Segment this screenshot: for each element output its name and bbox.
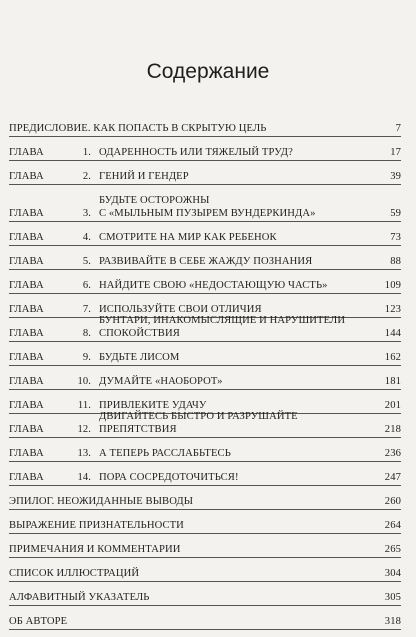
chapter-page-number: 236 [384, 448, 401, 459]
chapter-title-line: А ТЕПЕРЬ РАССЛАБЬТЕСЬ [99, 448, 231, 459]
chapter-page-number: 88 [390, 256, 401, 267]
toc-chapter-row [9, 144, 401, 161]
chapter-label: ГЛАВА [9, 147, 44, 158]
chapter-title [95, 170, 365, 183]
chapter-title [95, 410, 365, 436]
chapter-title [95, 447, 365, 460]
chapter-label: ГЛАВА [9, 256, 44, 267]
chapter-number: 9. [82, 352, 91, 363]
chapter-title-line: ПОРА СОСРЕДОТОЧИТЬСЯ! [99, 472, 239, 483]
chapter-number: 7. [82, 304, 91, 315]
back-matter-page-number: 318 [384, 616, 401, 627]
chapter-number: 8. [82, 328, 91, 339]
chapter-label: ГЛАВА [9, 304, 44, 315]
toc-back-matter-row [9, 493, 401, 510]
chapter-title [95, 194, 365, 220]
chapter-title-line: ОДАРЕННОСТЬ ИЛИ ТЯЖЕЛЫЙ ТРУД? [99, 147, 293, 158]
toc-chapter-row [9, 349, 401, 366]
chapter-label: ГЛАВА [9, 424, 44, 435]
chapter-number: 4. [82, 232, 91, 243]
chapter-page-number: 123 [384, 304, 401, 315]
chapter-page-number: 247 [384, 472, 401, 483]
chapter-page-number: 162 [384, 352, 401, 363]
toc-preface [9, 120, 401, 137]
toc-chapter-row [9, 253, 401, 270]
chapter-title [95, 146, 365, 159]
chapter-page-number: 39 [390, 171, 401, 182]
toc-chapter-row [9, 192, 401, 222]
chapter-label: ГЛАВА [9, 232, 44, 243]
back-matter-page-number: 264 [384, 520, 401, 531]
chapter-page-number: 201 [384, 400, 401, 411]
chapter-page-number: 17 [390, 147, 401, 158]
chapter-number: 12. [77, 424, 91, 435]
chapter-page-number: 218 [384, 424, 401, 435]
chapter-title-line: БУДЬТЕ ЛИСОМ [99, 352, 180, 363]
toc-back-matter-row [9, 541, 401, 558]
chapter-label: ГЛАВА [9, 448, 44, 459]
toc-back-matter-row [9, 589, 401, 606]
chapter-number: 3. [82, 208, 91, 219]
chapter-label: ГЛАВА [9, 352, 44, 363]
back-matter-title: СПИСОК ИЛЛЮСТРАЦИЙ [9, 568, 140, 579]
chapter-title-line: БУДЬТЕ ОСТОРОЖНЫ [99, 195, 210, 206]
back-matter-page-number: 304 [384, 568, 401, 579]
table-of-contents [9, 120, 401, 637]
chapter-title-line: СМОТРИТЕ НА МИР КАК РЕБЕНОК [99, 232, 277, 243]
chapter-title [95, 231, 365, 244]
chapter-number: 13. [77, 448, 91, 459]
chapter-label: ГЛАВА [9, 472, 44, 483]
chapter-title [95, 255, 365, 268]
chapter-label: ГЛАВА [9, 400, 44, 411]
chapter-title [95, 279, 365, 292]
chapter-label: ГЛАВА [9, 171, 44, 182]
chapter-label: ГЛАВА [9, 280, 44, 291]
toc-chapter-row [9, 315, 401, 342]
chapter-number: 14. [77, 472, 91, 483]
back-matter-page-number: 305 [384, 592, 401, 603]
chapter-title-line: С «МЫЛЬНЫМ ПУЗЫРЕМ ВУНДЕРКИНДА» [99, 208, 316, 219]
chapter-page-number: 73 [390, 232, 401, 243]
toc-chapter-row [9, 168, 401, 185]
toc-chapter-row [9, 469, 401, 486]
toc-back-matter-row [9, 565, 401, 582]
chapter-page-number: 181 [384, 376, 401, 387]
chapter-number: 10. [77, 376, 91, 387]
back-matter-title: ОБ АВТОРЕ [9, 616, 68, 627]
chapter-number: 11. [77, 400, 91, 411]
back-matter-title: ЭПИЛОГ. НЕОЖИДАННЫЕ ВЫВОДЫ [9, 496, 194, 507]
chapter-label: ГЛАВА [9, 208, 44, 219]
toc-back-matter-row [9, 517, 401, 534]
chapter-title-line: ГЕНИЙ И ГЕНДЕР [99, 171, 189, 182]
chapter-page-number: 59 [390, 208, 401, 219]
toc-chapter-row [9, 373, 401, 390]
back-matter-title: АЛФАВИТНЫЙ УКАЗАТЕЛЬ [9, 592, 150, 603]
chapter-title [95, 471, 365, 484]
back-matter-page-number: 265 [384, 544, 401, 555]
toc-preface-page: 7 [395, 123, 401, 134]
chapter-title-line: БУНТАРИ, ИНАКОМЫСЛЯЩИЕ И НАРУШИТЕЛИ СПОКОЙСТВИЯ [99, 315, 346, 339]
page-title: Содержание [146, 60, 270, 83]
chapter-title-line: РАЗВИВАЙТЕ В СЕБЕ ЖАЖДУ ПОЗНАНИЯ [99, 256, 313, 267]
chapter-title-line: ДВИГАЙТЕСЬ БЫСТРО И РАЗРУШАЙТЕ ПРЕПЯТСТВИЯ [99, 411, 298, 435]
back-matter-title: ПРИМЕЧАНИЯ И КОММЕНТАРИИ [9, 544, 181, 555]
chapter-number: 5. [82, 256, 91, 267]
chapter-title [95, 375, 365, 388]
toc-chapter-row [9, 411, 401, 438]
chapter-number: 6. [82, 280, 91, 291]
toc-chapter-row [9, 229, 401, 246]
back-matter-page-number: 260 [384, 496, 401, 507]
toc-chapter-row [9, 445, 401, 462]
chapter-title [95, 314, 365, 340]
chapter-number: 1. [82, 147, 91, 158]
back-matter-title: ВЫРАЖЕНИЕ ПРИЗНАТЕЛЬНОСТИ [9, 520, 184, 531]
toc-back-matter-row [9, 613, 401, 630]
chapter-label: ГЛАВА [9, 376, 44, 387]
chapter-title-line: ИСПОЛЬЗУЙТЕ СВОИ ОТЛИЧИЯ [99, 304, 262, 315]
chapter-title-line: ДУМАЙТЕ «НАОБОРОТ» [99, 376, 223, 387]
chapter-title [95, 351, 365, 364]
chapter-title-line: ПРИВЛЕКИТЕ УДАЧУ [99, 400, 207, 411]
chapter-title-line: НАЙДИТЕ СВОЮ «НЕДОСТАЮЩУЮ ЧАСТЬ» [99, 280, 328, 291]
toc-chapter-row [9, 277, 401, 294]
chapter-number: 2. [82, 171, 91, 182]
toc-preface-text: ПРЕДИСЛОВИЕ. КАК ПОПАСТЬ В СКРЫТУЮ ЦЕЛЬ [9, 123, 267, 134]
chapter-page-number: 144 [384, 328, 401, 339]
chapter-page-number: 109 [384, 280, 401, 291]
chapter-label: ГЛАВА [9, 328, 44, 339]
